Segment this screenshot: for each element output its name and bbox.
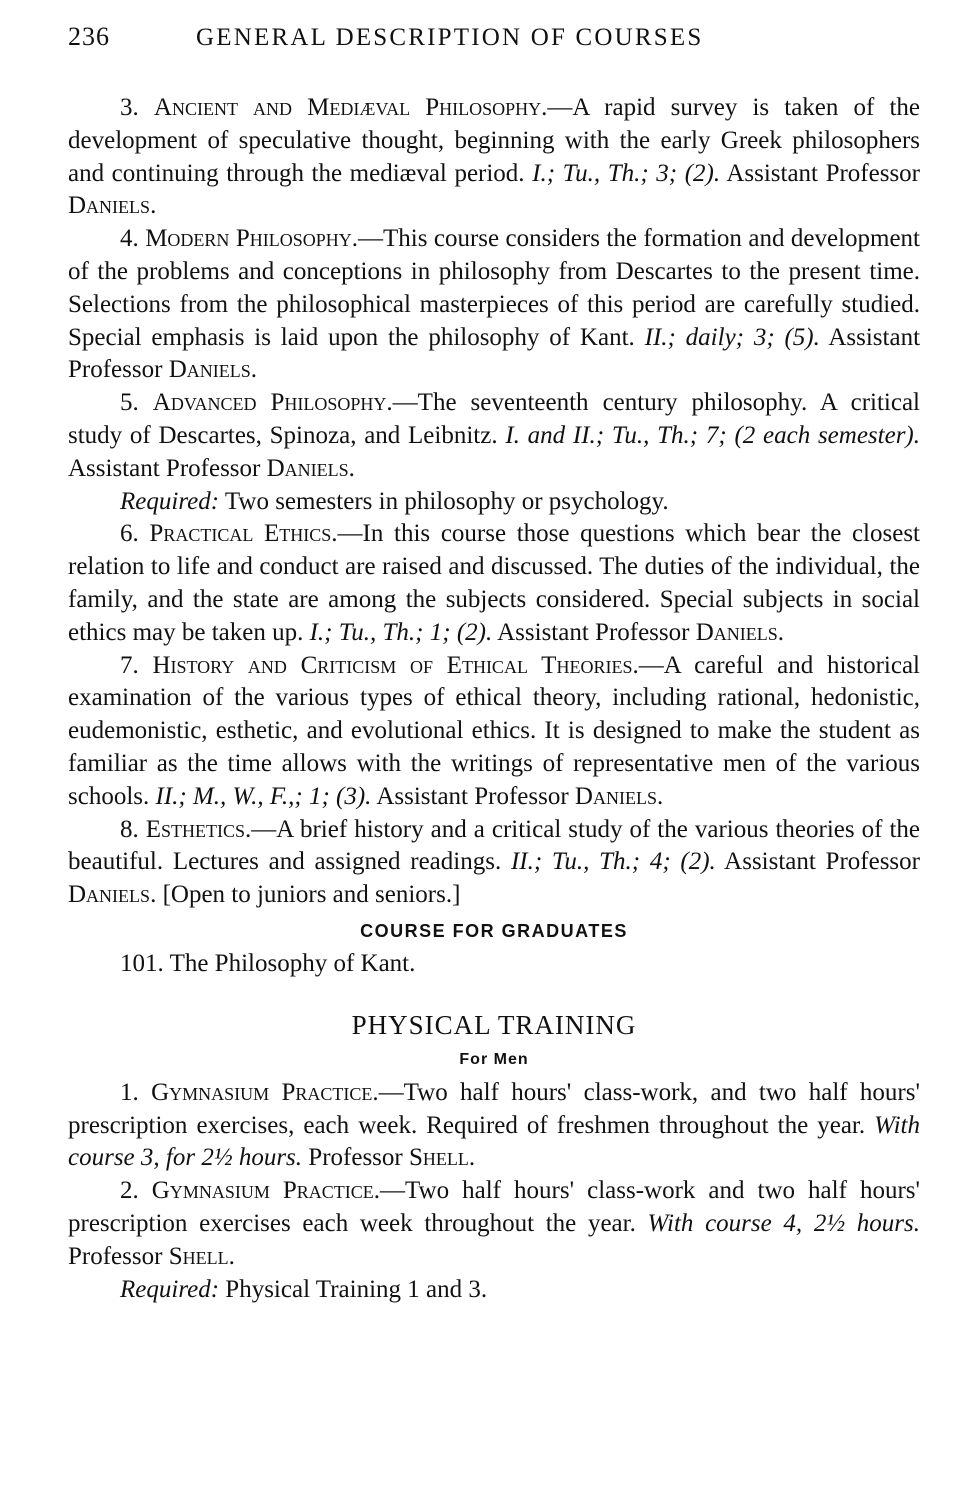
instructor-title: Assistant Professor: [497, 618, 690, 646]
requirement-note: [68, 486, 920, 519]
course-entry: [68, 650, 920, 814]
course-title: Gymnasium Practice.: [151, 1177, 381, 1205]
course-entry: [68, 223, 920, 387]
requirement-label: Required:: [120, 487, 220, 515]
course-entry: [68, 387, 920, 485]
instructor-suffix: .: [228, 1242, 235, 1270]
course-title: History and Criticism of Ethical Theories.: [152, 651, 639, 679]
instructor-name: Daniels: [68, 881, 151, 909]
instructor-suffix: .: [468, 1144, 476, 1172]
course-description: —A brief history and a critical study of the various theories of the beautiful. Lectures and assigned readings.: [68, 815, 921, 876]
instructor-title: Assistant Professor: [724, 848, 920, 876]
course-title: Advanced Philosophy.: [152, 389, 393, 417]
requirement-text: Two semesters in philosophy or psychology.: [224, 487, 669, 515]
course-description: —This course considers the formation and development of the problems and conceptions in philosophy from Descartes to the present time. Selections from the philosophical masterpieces of this period are carefully studied. Special emphasis is laid upon the philosophy of Kant.: [68, 225, 921, 351]
instructor-title: Assistant Professor: [726, 159, 921, 187]
course-title: The Philosophy of Kant.: [169, 949, 416, 977]
course-title: Gymnasium Practice.: [151, 1078, 379, 1106]
course-schedule: With course 3, for 2½ hours.: [68, 1111, 920, 1172]
instructor-title: Professor: [308, 1144, 403, 1172]
course-title: Modern Philosophy.: [145, 225, 358, 253]
course-number: 1.: [120, 1078, 139, 1106]
requirement-label: Required:: [120, 1275, 220, 1303]
instructor-suffix: .: [348, 454, 355, 482]
course-entry: [68, 1077, 920, 1175]
instructor-suffix: . [Open to juniors and seniors.]: [150, 881, 461, 909]
course-entry: [68, 518, 920, 649]
course-number: 2.: [120, 1177, 139, 1205]
instructor-suffix: .: [150, 192, 157, 220]
for-men-subheading: For Men: [459, 1050, 529, 1068]
instructor-name: Daniels: [266, 454, 349, 482]
course-description: —Two half hours' class-work and two half hours' prescription exercises each week throughout the year.: [68, 1177, 921, 1237]
course-schedule: II.; daily; 3; (5).: [644, 323, 820, 351]
catalog-page: [68, 22, 920, 1306]
course-number: 6.: [120, 520, 139, 548]
course-description: —A rapid survey is taken of the development of speculative thought, beginning with the early Greek philosophers and continuing through the mediæval period.: [68, 94, 921, 187]
course-number: 7.: [120, 651, 139, 679]
running-head: [68, 22, 920, 64]
course-title: Esthetics.: [145, 815, 252, 843]
course-schedule: I. and II.; Tu., Th.; 7; (2 each semester).: [505, 421, 921, 449]
graduates-heading: COURSE FOR GRADUATES: [360, 920, 628, 941]
instructor-title: Assistant Professor: [68, 323, 921, 384]
course-number: 101.: [120, 949, 164, 977]
course-description: —Two half hours' class-work, and two half hours' prescription exercises, each week. Required of freshmen throughout the year.: [68, 1078, 920, 1139]
instructor-title: Assistant Professor: [68, 454, 261, 482]
instructor-suffix: .: [656, 782, 664, 810]
course-schedule: II.; M., W., F.,; 1; (3).: [155, 782, 372, 810]
instructor-name: Shell: [168, 1242, 229, 1270]
course-number: 4.: [120, 225, 139, 253]
instructor-title: Assistant Professor: [376, 782, 569, 810]
instructor-suffix: .: [250, 356, 257, 384]
course-entry: [68, 92, 920, 223]
course-title: Practical Ethics.: [149, 520, 338, 548]
instructor-name: Daniels: [68, 192, 151, 220]
course-number: 3.: [120, 94, 139, 121]
instructor-name: Daniels: [574, 782, 657, 810]
course-schedule: I.; Tu., Th.; 3; (2).: [532, 159, 721, 187]
requirement-text: Physical Training 1 and 3.: [225, 1275, 488, 1303]
course-description: —A careful and historical examination of the various types of ethical theory, including rational, hedonistic, eudemonistic, esthetic, and evolutional ethics. It is designed to make the student as familiar as the time allows with the writings of representative men of the various schools.: [68, 651, 921, 810]
course-entry: [68, 814, 920, 912]
instructor-name: Daniels: [168, 356, 251, 384]
course-schedule: With course 4, 2½ hours.: [647, 1209, 920, 1237]
course-entry: [68, 1175, 920, 1273]
requirement-note: [68, 1274, 920, 1307]
instructor-suffix: .: [777, 618, 785, 646]
instructor-name: Shell: [408, 1144, 469, 1172]
course-title: Ancient and Mediæval Philosophy.: [153, 94, 548, 121]
physical-training-heading: PHYSICAL TRAINING: [351, 1009, 637, 1040]
course-description: —The seventeenth century philosophy. A critical study of Descartes, Spinoza, and Leibnitz.: [68, 389, 921, 449]
course-schedule: I.; Tu., Th.; 1; (2).: [309, 618, 493, 646]
course-number: 8.: [120, 815, 139, 843]
graduate-course-entry: [68, 948, 920, 981]
course-schedule: II.; Tu., Th.; 4; (2).: [510, 848, 716, 876]
page-number: 236: [68, 22, 110, 51]
instructor-title: Professor: [68, 1242, 163, 1270]
running-title: GENERAL DESCRIPTION OF COURSES: [196, 24, 704, 51]
course-description: —In this course those questions which bear the closest relation to life and conduct are raised and discussed. The duties of the individual, the family, and the state are among the subjects considered. Special subjects in social ethics may be taken up.: [68, 520, 921, 646]
course-number: 5.: [120, 389, 139, 417]
instructor-name: Daniels: [695, 618, 778, 646]
